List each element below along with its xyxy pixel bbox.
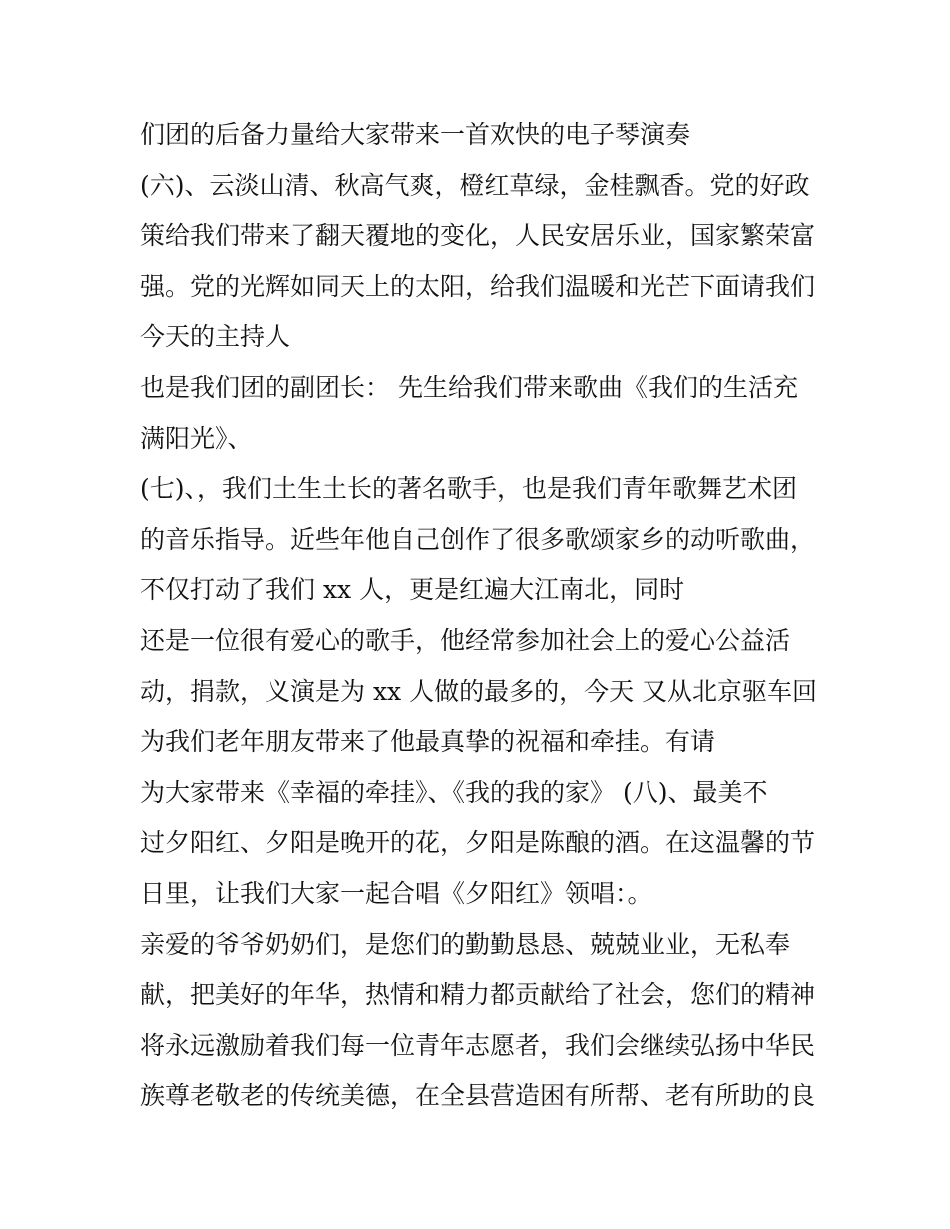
text-line: 动，捐款，义演是为 xx 人做的最多的，今天 又从北京驱车回 — [140, 676, 818, 706]
text-line: 满阳光》、 — [140, 423, 253, 453]
text-line: 日里，让我们大家一起合唱《夕阳红》领唱：。 — [140, 878, 653, 908]
text-line: (七)、，我们土生土长的著名歌手，也是我们青年歌舞艺术团 — [140, 474, 798, 504]
text-line: 亲爱的爷爷奶奶们，是您们的勤勤恳恳、兢兢业业，无私奉 — [140, 929, 791, 959]
text-line: 今天的主持人 — [140, 322, 291, 352]
document-body — [140, 110, 830, 1122]
text-line: 族尊老敬老的传统美德，在全县营造困有所帮、老有所助的良 — [140, 1081, 816, 1111]
text-line: 将永远激励着我们每一位青年志愿者，我们会继续弘扬中华民 — [140, 1030, 816, 1060]
text-line: 策给我们带来了翻天覆地的变化，人民安居乐业，国家繁荣富 — [140, 221, 816, 251]
text-line: 不仅打动了我们 xx 人，更是红遍大江南北，同时 — [140, 575, 685, 605]
text-line: 强。党的光辉如同天上的太阳，给我们温暖和光芒下面请我们 — [140, 271, 816, 301]
text-line: 也是我们团的副团长： 先生给我们带来歌曲《我们的生活充 — [140, 372, 798, 402]
text-line: 为我们老年朋友带来了他最真挚的祝福和牵挂。有请 — [140, 727, 716, 757]
text-line: 还是一位很有爱心的歌手，他经常参加社会上的爱心公益活 — [140, 625, 791, 655]
text-line: (六)、云淡山清、秋高气爽，橙红草绿，金桂飘香。党的好政 — [140, 170, 810, 200]
text-line: 献，把美好的年华，热情和精力都贡献给了社会，您们的精神 — [140, 980, 816, 1010]
text-line: 的音乐指导。近些年他自己创作了很多歌颂家乡的动听歌曲， — [140, 524, 816, 554]
text-line: 们团的后备力量给大家带来一首欢快的电子琴演奏 — [140, 120, 691, 149]
text-line: 为大家带来《幸福的牵挂》、《我的我的家》 (八)、最美不 — [140, 777, 768, 807]
text-line: 过夕阳红、夕阳是晚开的花，夕阳是陈酿的酒。在这温馨的节 — [140, 828, 816, 858]
